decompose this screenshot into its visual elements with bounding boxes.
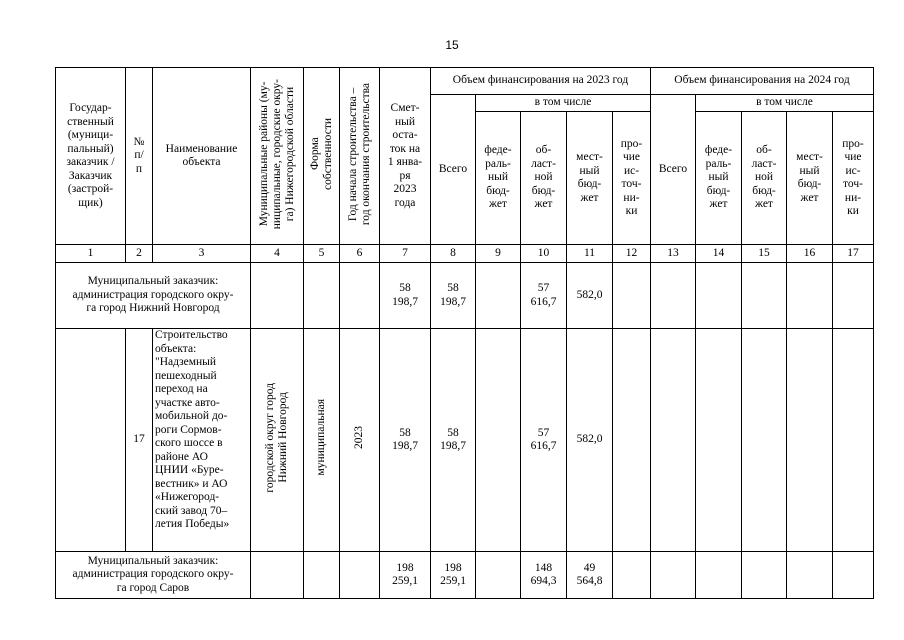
table-row-object-17 bbox=[56, 329, 874, 552]
header-regional-2023: об- ласт- ной бюд- жет bbox=[521, 112, 567, 245]
col-num: 13 bbox=[651, 245, 696, 263]
total-2023-cell: 58 198,7 bbox=[431, 263, 476, 329]
col-num: 16 bbox=[787, 245, 833, 263]
empty-cell bbox=[56, 329, 126, 552]
estimate-cell: 58 198,7 bbox=[380, 263, 431, 329]
empty-cell bbox=[696, 552, 742, 599]
header-regional-2024: об- ласт- ной бюд- жет bbox=[742, 112, 787, 245]
header-incl-2024: в том числе bbox=[696, 95, 874, 112]
total-2023-cell: 58 198,7 bbox=[431, 329, 476, 552]
header-local-2023: мест- ный бюд- жет bbox=[567, 112, 613, 245]
header-estimate: Смет- ный оста- ток на 1 янва- ря 2023 года bbox=[380, 68, 431, 245]
col-num: 8 bbox=[431, 245, 476, 263]
col-num: 2 bbox=[126, 245, 153, 263]
empty-cell bbox=[613, 329, 651, 552]
page-number: 15 bbox=[445, 38, 459, 52]
empty-cell bbox=[651, 263, 696, 329]
empty-cell bbox=[696, 329, 742, 552]
regional-2023-cell: 57 616,7 bbox=[521, 263, 567, 329]
header-other-2023: про- чие ис- точ- ни- ки bbox=[613, 112, 651, 245]
empty-cell bbox=[340, 263, 380, 329]
regional-2023-cell: 148 694,3 bbox=[521, 552, 567, 599]
district-cell: городской округ город Нижний Новгород bbox=[251, 329, 304, 552]
column-number-row bbox=[56, 245, 874, 263]
header-ownership: Форма собственности bbox=[304, 68, 340, 245]
empty-cell bbox=[651, 552, 696, 599]
header-total-2024: Всего bbox=[651, 95, 696, 245]
col-num: 5 bbox=[304, 245, 340, 263]
years-cell: 2023 bbox=[340, 329, 380, 552]
empty-cell bbox=[251, 263, 304, 329]
table-row-customer-nn bbox=[56, 263, 874, 329]
col-num: 9 bbox=[476, 245, 521, 263]
empty-cell bbox=[251, 552, 304, 599]
financing-table bbox=[55, 67, 874, 599]
empty-cell bbox=[696, 263, 742, 329]
col-num: 7 bbox=[380, 245, 431, 263]
local-2023-cell: 582,0 bbox=[567, 263, 613, 329]
estimate-cell: 198 259,1 bbox=[380, 552, 431, 599]
customer-cell: Муниципальный заказчик: администрация городского окру- га город Нижний Новгород bbox=[56, 263, 251, 329]
empty-cell bbox=[833, 329, 874, 552]
empty-cell bbox=[613, 552, 651, 599]
ownership-cell: муниципальная bbox=[304, 329, 340, 552]
header-districts: Муниципальные районы (му- ниципальные, городские окру- га) Нижегородской области bbox=[251, 68, 304, 245]
header-years: Год начала строительства – год окончания строительства bbox=[340, 68, 380, 245]
header-federal-2024: феде- раль- ный бюд- жет bbox=[696, 112, 742, 245]
header-incl-2023: в том числе bbox=[476, 95, 651, 112]
col-num: 6 bbox=[340, 245, 380, 263]
empty-cell bbox=[833, 263, 874, 329]
col-num: 11 bbox=[567, 245, 613, 263]
empty-cell bbox=[742, 552, 787, 599]
col-num: 3 bbox=[153, 245, 251, 263]
empty-cell bbox=[787, 263, 833, 329]
empty-cell bbox=[304, 263, 340, 329]
customer-cell: Муниципальный заказчик: администрация городского окру- га город Саров bbox=[56, 552, 251, 599]
empty-cell bbox=[651, 329, 696, 552]
empty-cell bbox=[787, 552, 833, 599]
col-num: 14 bbox=[696, 245, 742, 263]
col-num: 17 bbox=[833, 245, 874, 263]
col-num: 15 bbox=[742, 245, 787, 263]
empty-cell bbox=[340, 552, 380, 599]
header-funding-2024: Объем финансирования на 2024 год bbox=[651, 68, 874, 95]
empty-cell bbox=[476, 552, 521, 599]
local-2023-cell: 582,0 bbox=[567, 329, 613, 552]
regional-2023-cell: 57 616,7 bbox=[521, 329, 567, 552]
empty-cell bbox=[742, 329, 787, 552]
local-2023-cell: 49 564,8 bbox=[567, 552, 613, 599]
header-object-name: Наименование объекта bbox=[153, 68, 251, 245]
empty-cell bbox=[476, 263, 521, 329]
empty-cell bbox=[833, 552, 874, 599]
header-total-2023: Всего bbox=[431, 95, 476, 245]
col-num: 4 bbox=[251, 245, 304, 263]
col-num: 12 bbox=[613, 245, 651, 263]
header-local-2024: мест- ный бюд- жет bbox=[787, 112, 833, 245]
header-customer: Государ- ственный (муници- пальный) заказчик / Заказчик (застрой- щик) bbox=[56, 68, 126, 245]
empty-cell bbox=[742, 263, 787, 329]
header-federal-2023: феде- раль- ный бюд- жет bbox=[476, 112, 521, 245]
header-funding-2023: Объем финансирования на 2023 год bbox=[431, 68, 651, 95]
col-num: 10 bbox=[521, 245, 567, 263]
empty-cell bbox=[476, 329, 521, 552]
header-other-2024: про- чие ис- точ- ни- ки bbox=[833, 112, 874, 245]
total-2023-cell: 198 259,1 bbox=[431, 552, 476, 599]
col-num: 1 bbox=[56, 245, 126, 263]
number-cell: 17 bbox=[126, 329, 153, 552]
empty-cell bbox=[304, 552, 340, 599]
header-number: № п/ п bbox=[126, 68, 153, 245]
object-cell: Строительство объекта: "Надземный пешеходный переход на участке авто- мобильной до- роги Сормов- ского шоссе в районе АО ЦНИИ «Буре- вестник» и АО «Нижегород- ский завод 70– летия Победы» bbox=[153, 329, 251, 552]
table-row-customer-sarov bbox=[56, 552, 874, 599]
empty-cell bbox=[787, 329, 833, 552]
header-row-1 bbox=[56, 68, 874, 95]
empty-cell bbox=[613, 263, 651, 329]
estimate-cell: 58 198,7 bbox=[380, 329, 431, 552]
